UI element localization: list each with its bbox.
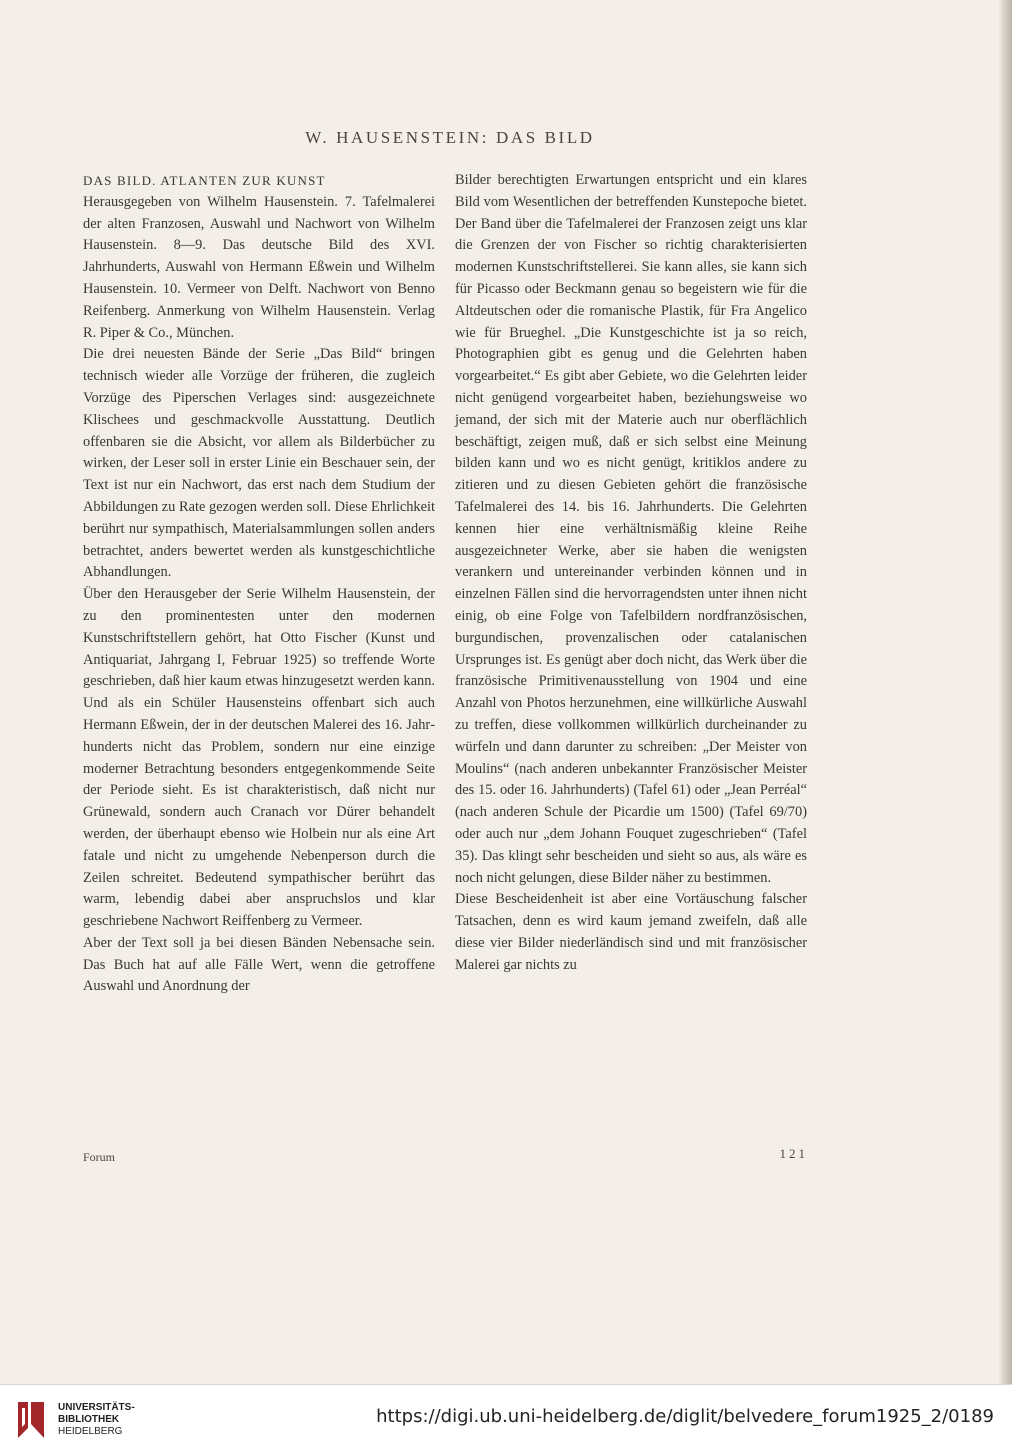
page-number: 121 [779, 1146, 808, 1161]
section-heading: DAS BILD. ATLANTEN ZUR KUNST [83, 173, 326, 188]
library-logo-icon[interactable] [14, 1398, 48, 1442]
left-column [83, 170, 435, 998]
library-name [58, 1402, 135, 1438]
library-name-line: BIBLIOTHEK [58, 1414, 120, 1425]
paragraph: Diese Bescheidenheit ist aber eine Vortäuschung falscher Tatsachen, denn es wird kaum jemand zweifeln, daß alle diese vier Bilder niederländisch sind und mit französischer Malerei gar nichts zu [455, 891, 807, 973]
paragraph: Herausgegeben von Wilhelm Hausenstein. 7. Tafelmalerei der alten Franzosen, Auswahl und Nachwort von Wilhelm Hausenstein. 8—9. Das deutsche Bild des XVI. Jahrhunderts, Auswahl von Hermann Eßwein und Wilhelm Hausenstein. 10. Vermeer von Delft. Nachwort von Benno Reifenberg. Anmerkung von Wilhelm Hausenstein. Verlag R. Piper & Co., München. [83, 193, 435, 341]
library-name-line: UNIVERSITÄTS- [58, 1402, 135, 1413]
page-edge [998, 0, 1012, 1384]
paragraph: Die drei neuesten Bände der Serie „Das Bild“ bringen technisch wieder alle Vorzüge der früheren, die zugleich Vorzüge des Piperschen Verlages sind: ausgezeichnete Klischees und geschmackvolle Ausstattung. Deutlich offenbaren sie die Absicht, vor allem als Bilderbücher zu wirken, der Leser soll in erster Linie ein Beschauer sein, der Text ist nur ein Nachwort, das erst nach dem Studium der Abbildungen zu Rate gezogen werden soll. Diese Ehrlichkeit berührt nur sympathisch, Materialsammlungen sollen anders betrachtet, anders bewertet werden als kunstgeschichtliche Abhandlungen. [83, 346, 435, 581]
running-head: W. HAUSENSTEIN: DAS BILD [305, 128, 595, 147]
paragraph: Bilder berechtigten Erwartungen entspricht und ein klares Bild vom Wesentlichen der betreffenden Kunstepoche bietet. Der Band über die Tafelmalerei der Franzosen zeigt uns klar die Grenzen der von Fischer so richtig charakterisierten modernen Kunstschriftstellerei. Sie kann alles, sie kann sich für Picasso oder Beckmann genau so begeistern wie für die Altdeutschen oder die romanische Plastik, für Fra Angelico wie für Brueghel. „Die Kunstgeschichte ist ja so reich, Photographien gibt es genug und die Gelehrten haben vorgearbeitet.“ Es gibt aber Gebiete, wo die Gelehrten leider nicht genügend vorgearbeitet haben, beziehungsweise wo jemand, der sich mit der Materie auch nur oberflächlich beschäftigt, zeigen muß, daß er sich selbst eine Meinung bilden kann und wo es nicht genügt, kritiklos andere zu zitieren und zu diesen Gebieten gehört die französische Tafelmalerei des 14. bis 16. Jahrhunderts. Die Gelehrten kennen hier eine verhältnismäßig kleine Reihe ausgezeichneter Werke, aber sie haben die wenigsten verankern und untereinander verbinden können und in einzelnen Fällen sind die hervorragendsten unter ihnen nicht einig, ob eine Folge von Tafelbildern nordfranzösischen, burgundischen, provenzalischen oder catalanischen Ursprunges ist. Es genügt aber doch nicht, das Werk über die französische Primitivenausstellung von 1904 und eine Anzahl von Photos herzunehmen, eine willkürliche Auswahl zu treffen, diese vollkommen willkürlich durcheinander zu würfeln und dann darunter zu schreiben: „Der Meister von Moulins“ (nach anderen unbekannter Französischer Meister des 15. oder 16. Jahrhunderts) (Tafel 61) oder „Jean Perréal“ (nach anderen Schule der Picardie um 1500) (Tafel 69/70) oder auch nur „dem Johann Fouquet zugeschrieben“ (Tafel 35). Das klingt sehr bescheiden und sieht so aus, als wäre es noch nicht gelungen, diese Bilder näher zu bestimmen. [455, 172, 807, 886]
right-column [455, 170, 807, 976]
library-bar [0, 1384, 1012, 1455]
paragraph: Aber der Text soll ja bei diesen Bänden Nebensache sein. Das Buch hat auf alle Fälle Wert, wenn die getroffene Auswahl und Anordnung der [83, 934, 435, 995]
footer-label: Forum [83, 1150, 116, 1164]
permalink-url[interactable]: https://digi.ub.uni-heidelberg.de/diglit/belvedere_forum1925_2/0189 [376, 1406, 994, 1427]
paragraph: Über den Herausgeber der Serie Wilhelm Hausenstein, der zu den prominentesten unter den modernen Kunstschriftstellern gehört, hat Otto Fischer (Kunst und Antiquariat, Jahrgang I, Februar 1925) so treffende Worte geschrieben, daß hier kaum etwas hinzugesetzt werden kann. Und als ein Schüler Hausensteins offenbart sich auch Hermann Eßwein, der in der deutschen Malerei des 16. Jahrhunderts nicht das Problem, sondern nur eine einzige moderner Betrachtung besonders entgegenkommende Seite der Periode sieht. Es ist charakteristisch, daß nicht nur Grünewald, sondern auch Cranach vor Dürer behandelt werden, der überhaupt ebenso wie Holbein nur als eine Art fatale und nicht zu umgehende Nebenperson durch die Zeilen schreitet. Bedeutend sympathischer berührt das warm, lebendig dabei aber anspruchslos und klar geschriebene Nachwort Reiffenberg zu Vermeer. [83, 586, 435, 930]
library-name-line: HEIDELBERG [58, 1426, 123, 1437]
